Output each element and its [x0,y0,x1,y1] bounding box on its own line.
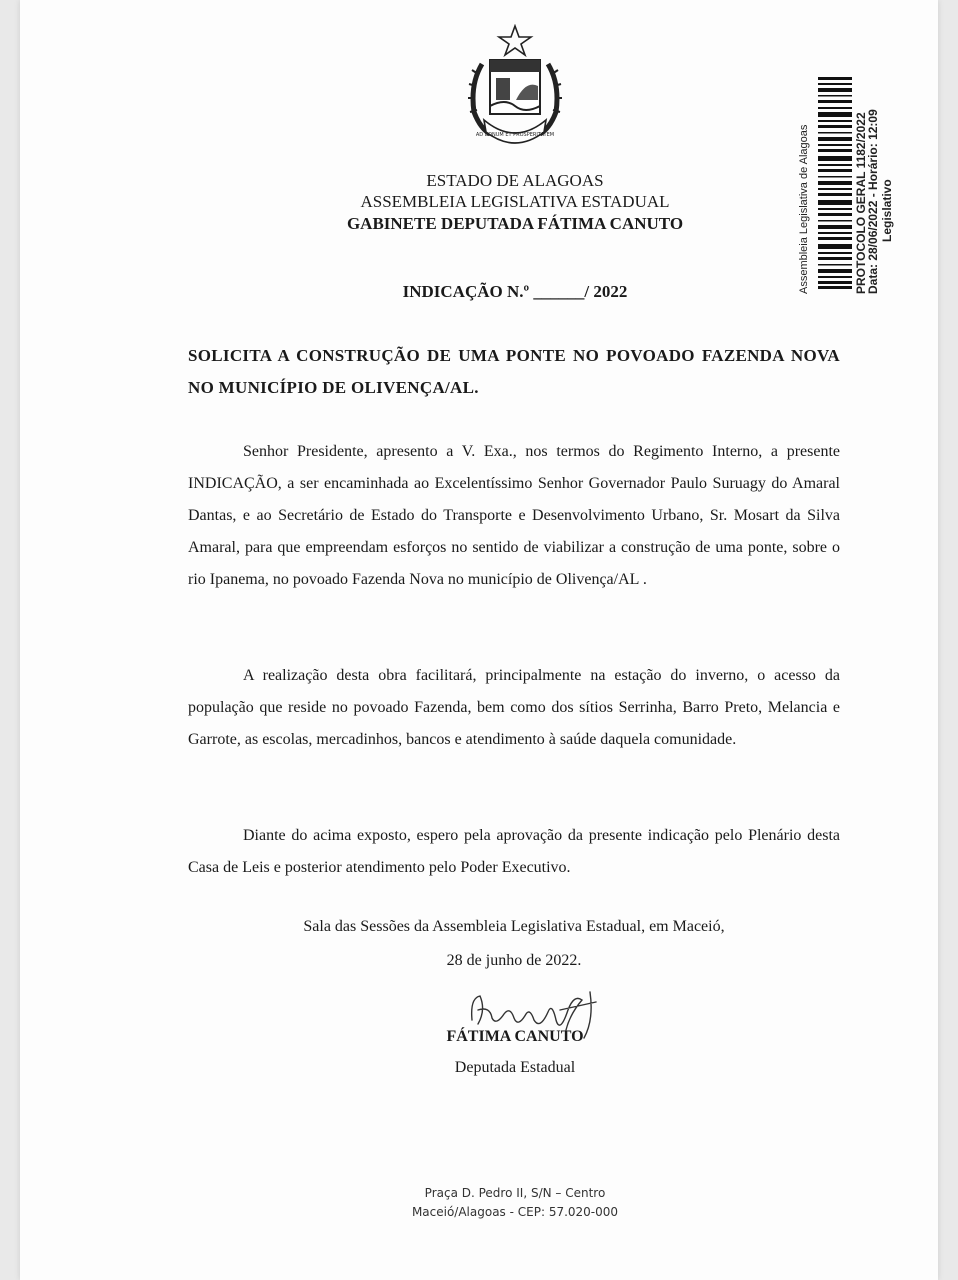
body-paragraph-1: Senhor Presidente, apresento a V. Exa., nos termos do Regimento Interno, a presente INDICAÇÃO, a ser encaminhada ao Excelentíssimo Senhor Governador Paulo Suruagy do Amaral Dantas, e ao Secretário de Estado do Transporte e Desenvolvimento Urbano, Sr. Mosart da Silva Amaral, para que empreendam esforços no sentido de viabilizar a construção de uma ponte, sobre o rio Ipanema, no povoado Fazenda Nova no município de Olivença/AL . [188,443,840,588]
indication-number: INDICAÇÃO N.º ______/ 2022 [402,282,628,301]
signatory-role: Deputada Estadual [454,1059,576,1076]
footer-address: Praça D. Pedro II, S/N – Centro [424,1186,606,1200]
header-assembly: ASSEMBLEIA LEGISLATIVA ESTADUAL [360,192,670,211]
document-subject: SOLICITA A CONSTRUÇÃO DE UMA PONTE NO POVOADO FAZENDA NOVA NO MUNICÍPIO DE OLIVENÇA/AL. [188,346,840,397]
stamp-datetime: Data: 28/06/2022 - Horário: 12:09 [866,109,880,294]
footer-city: Maceió/Alagoas - CEP: 57.020-000 [411,1205,619,1219]
stamp-sector: Legislativo [880,179,894,242]
signatory-name: FÁTIMA CANUTO [446,1028,584,1045]
closing-date: 28 de junho de 2022. [446,952,582,969]
header-office: GABINETE DEPUTADA FÁTIMA CANUTO [346,214,684,233]
svg-text:AD BONUM ET PROSPERITATEM: AD BONUM ET PROSPERITATEM [475,132,555,138]
stamp-institution: Assembleia Legislativa de Alagoas [798,124,810,294]
stamp-protocol: PROTOCOLO GERAL 1182/2022 [854,112,868,294]
body-paragraph-2: A realização desta obra facilitará, principalmente na estação do inverno, o acesso da população que reside no povoado Fazenda, bem como dos sítios Serrinha, Barro Preto, Melancia e Garrote, as escolas, mercadinhos, bancos e atendimento à saúde daquela comunidade. [188,667,840,748]
document-page [20,0,938,1280]
body-paragraph-3: Diante do acima exposto, espero pela aprovação da presente indicação pelo Plenário desta Casa de Leis e posterior atendimento pelo Poder Executivo. [188,827,840,876]
protocol-stamp [778,62,918,300]
barcode [818,77,852,289]
closing-place: Sala das Sessões da Assembleia Legislativa Estadual, em Maceió, [303,918,725,935]
header-state: ESTADO DE ALAGOAS [426,171,604,190]
state-coat-of-arms [460,24,570,154]
